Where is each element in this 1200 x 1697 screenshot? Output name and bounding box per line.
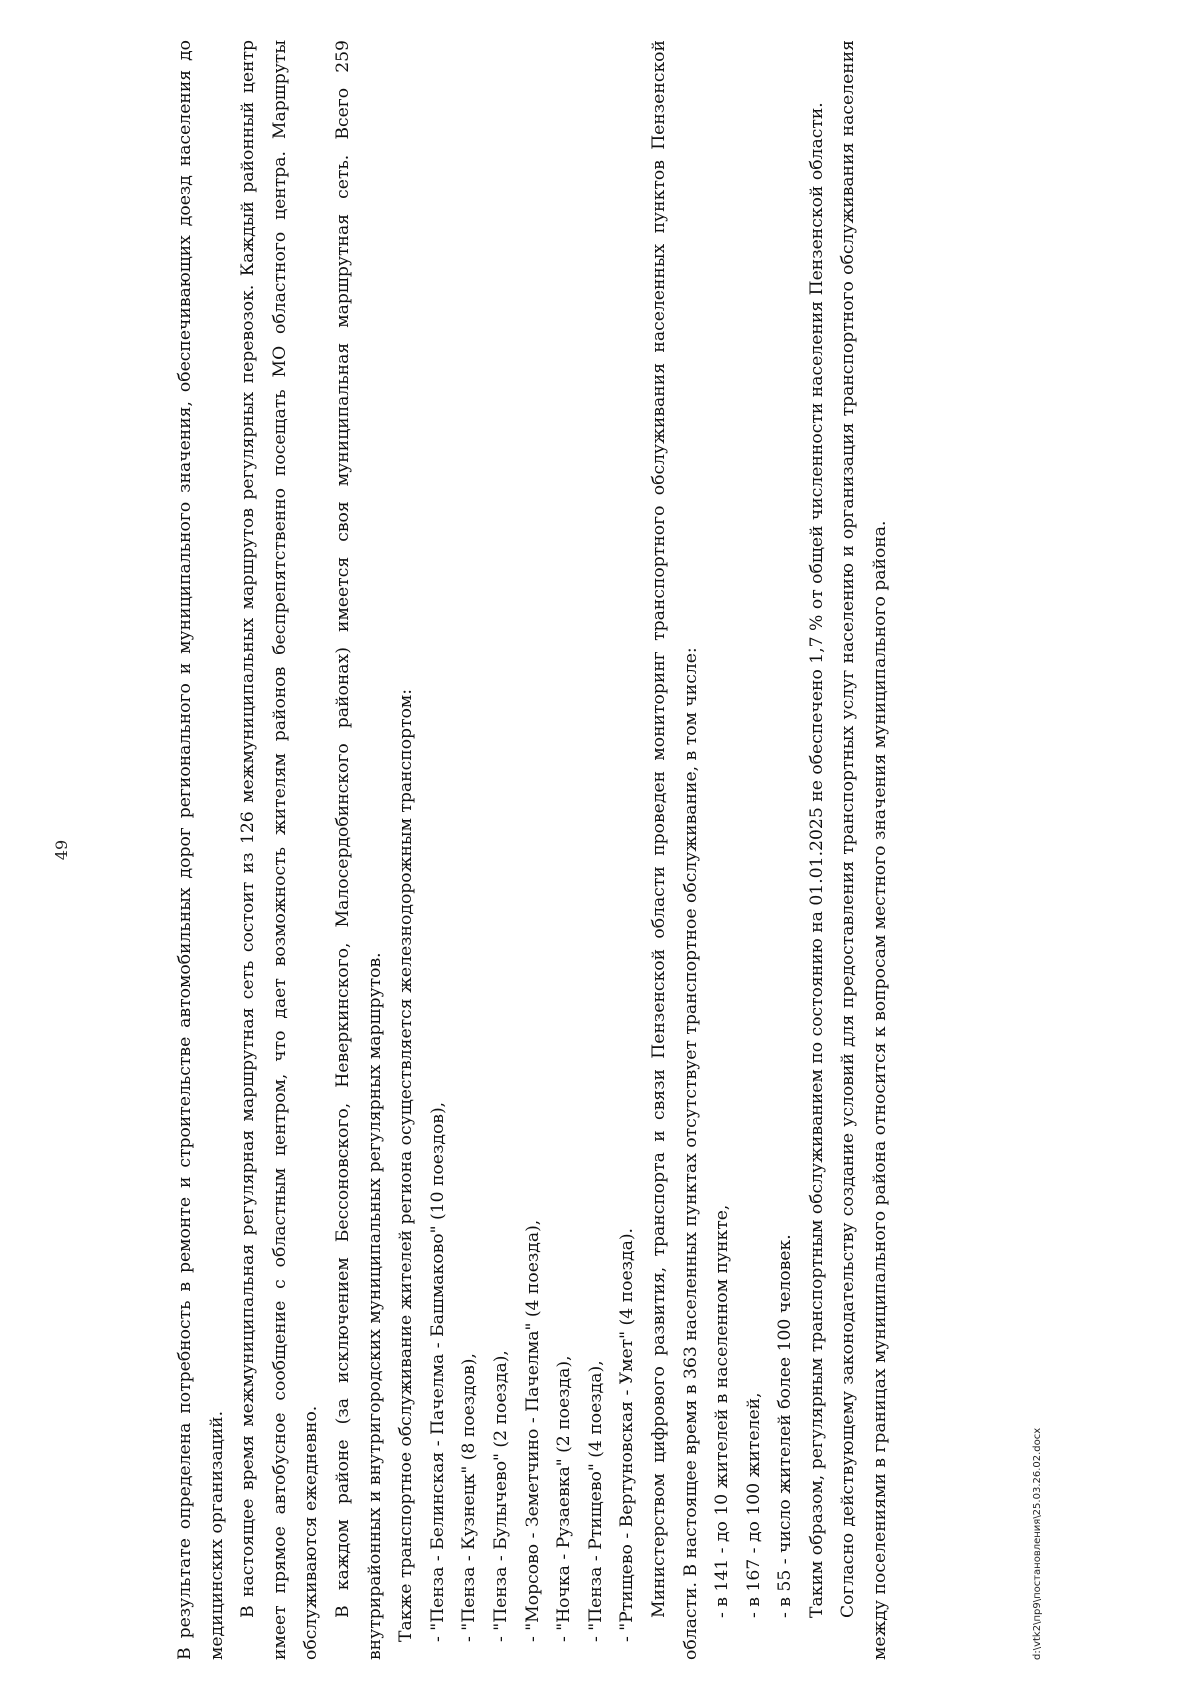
- settlement-list: [707, 40, 802, 1660]
- paragraph-roads: В результате определена потребность в ремонте и строительстве автомобильных дорог регионального и муниципального значения, обеспечивающих доезд населения до медицинских организаций.: [175, 40, 227, 1660]
- paragraph-legislation: Согласно действующему законодательству создание условий для предоставления транспортных услуг населению и организация транспортного обслуживания населения между поселениями в границах муниципального района относится к вопросам местного значения муниципального района.: [838, 40, 891, 1660]
- paragraph-conclusion: Таким образом, регулярным транспортным обслуживанием по состоянию на 01.01.2025 не обеспечено 1,7 % от общей численности населения Пензенской области.: [806, 102, 827, 1618]
- document-body: [170, 40, 897, 1660]
- paragraph-intermunicipal-network: В настоящее время межмуниципальная регулярная маршрутная сеть состоит из 126 межмуниципальных маршрутов регулярных перевозок. Каждый районный центр имеет прямое автобусное сообщение с областным центром, что дает возможность жителям районов беспрепятственно посещать МО областного центра. Маршруты обслуживаются ежедневно.: [238, 40, 322, 1660]
- rotated-content: [52, 40, 1070, 1660]
- list-item: - в 55 - число жителей более 100 человек.: [775, 1234, 796, 1618]
- list-item: - "Пенза - Булычево" (2 поезда),: [490, 1350, 511, 1642]
- paragraph-railway-intro: Также транспортное обслуживание жителей региона осуществляется железнодорожным транспортом:: [396, 688, 417, 1642]
- list-item: - в 167 - до 100 жителей,: [743, 1392, 764, 1618]
- footer-file-path: d:\vtk2\пр9\постановления\25.03.26.02.docx: [1032, 1427, 1043, 1660]
- train-route-list: [423, 40, 644, 1660]
- list-item: - "Ночка - Рузаевка" (2 поезда),: [554, 1355, 575, 1642]
- list-item: - "Пенза - Ртищево" (4 поезда),: [585, 1360, 606, 1642]
- list-item: - "Морсово - Земетчино - Пачелма" (4 поезда),: [522, 1219, 543, 1642]
- page-number: 49: [52, 839, 71, 861]
- list-item: - "Пенза - Кузнецк" (8 поездов),: [459, 1353, 480, 1642]
- paragraph-monitoring: Министерством цифрового развития, транспорта и связи Пензенской области проведен мониторинг транспортного обслуживания населенных пунктов Пензенской области. В настоящее время в 363 населенных пунктах отсутствует транспортное обслуживание, в том числе:: [648, 40, 701, 1660]
- list-item: - в 141 - до 10 жителей в населенном пункте,: [712, 1204, 733, 1618]
- paragraph-municipal-network: В каждом районе (за исключением Бессоновского, Неверкинского, Малосердобинского районах) имеется своя муниципальная маршрутная сеть. Всего 259 внутрирайонных и внутригородских муниципальных регулярных маршрутов.: [332, 40, 385, 1660]
- list-item: - "Пенза - Белинская - Пачелма - Башмаково" (10 поездов),: [427, 1101, 448, 1642]
- list-item: - "Ртищево - Вертуновская - Умет" (4 поезда).: [617, 1227, 638, 1642]
